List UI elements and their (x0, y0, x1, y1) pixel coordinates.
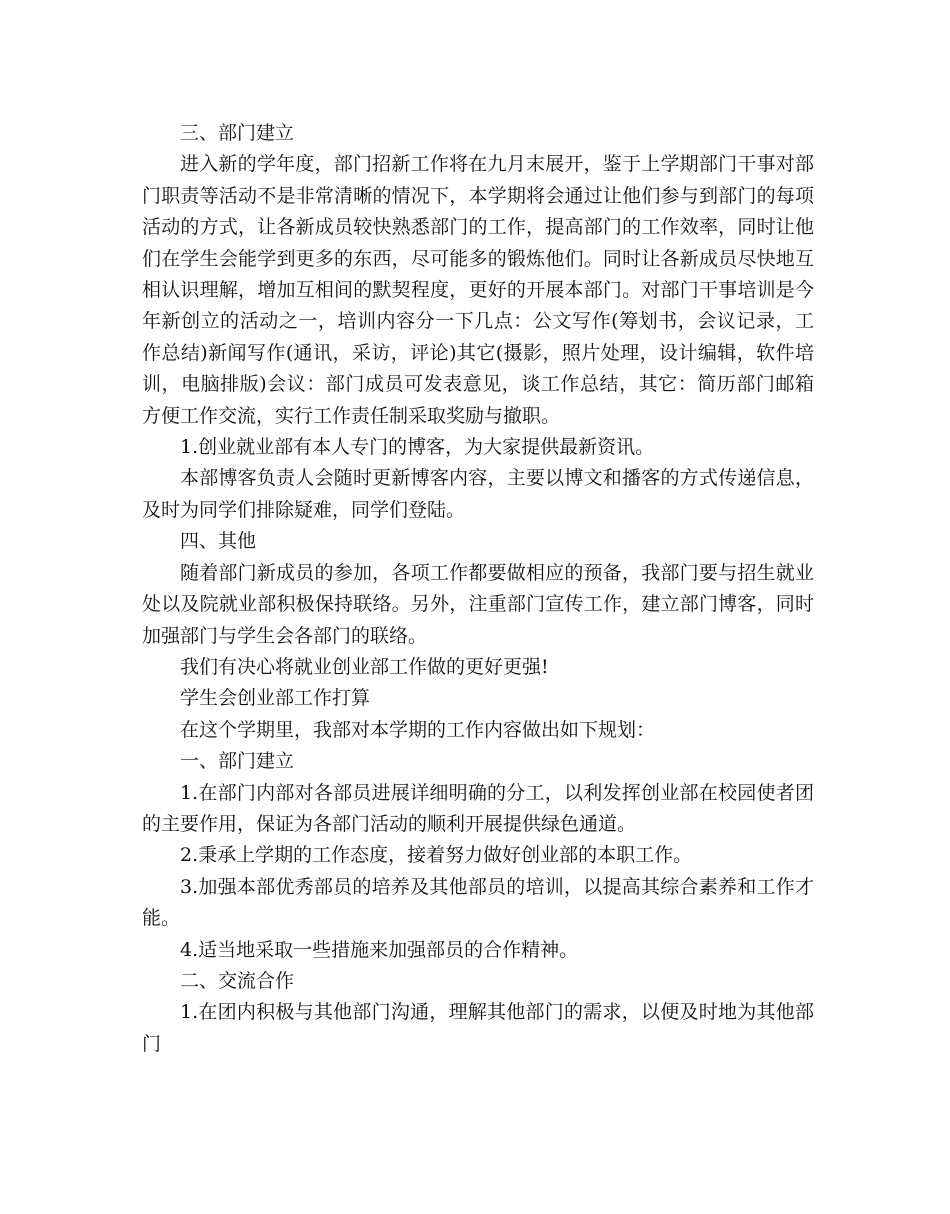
body-paragraph: 在这个学期里，我部对本学期的工作内容做出如下规划： (180, 718, 656, 741)
section-heading: 三、部门建立 (180, 122, 295, 144)
list-item: 1.在团内积极与其他部门沟通，理解其他部门的需求，以便及时地为其他部门 (142, 1001, 814, 1055)
list-item: 2.秉承上学期的工作态度，接着努力做好创业部的本职工作。 (180, 844, 693, 867)
section-heading: 二、交流合作 (180, 969, 295, 992)
body-paragraph: 本部博客负责人会随时更新博客内容，主要以博文和播客的方式传递信息，及时为同学们排除疑难，同学们登陆。 (142, 467, 814, 521)
list-item: 4.适当地采取一些措施来加强部员的合作精神。 (180, 938, 579, 961)
document-body (142, 118, 814, 1060)
list-item: 1.创业就业部有本人专门的博客，为大家提供最新资讯。 (180, 436, 655, 459)
section-heading: 四、其他 (180, 530, 257, 553)
list-item: 3.加强本部优秀部员的培养及其他部员的培训，以提高其综合素养和工作才能。 (142, 875, 814, 930)
body-paragraph: 我们有决心将就业创业部工作做的更好更强! (180, 655, 549, 678)
list-item: 1.在部门内部对各部员进展详细明确的分工，以利发挥创业部在校园使者团的主要作用，保证为各部门活动的顺利开展提供绿色通道。 (142, 781, 814, 835)
section-heading: 一、部门建立 (180, 750, 295, 773)
section-title: 学生会创业部工作打算 (180, 687, 371, 710)
body-paragraph: 进入新的学年度，部门招新工作将在九月末展开，鉴于上学期部门干事对部门职责等活动不是非常清晰的情况下，本学期将会通过让他们参与到部门的每项活动的方式，让各新成员较快熟悉部门的工作，提高部门的工作效率，同时让他们在学生会能学到更多的东西，尽可能多的锻炼他们。同时让各新成员尽快地互相认识理解，增加互相间的默契程度，更好的开展本部门。对部门干事培训是今年新创立的活动之一，培训内容分一下几点：公文写作(筹划书，会议记录，工作总结)新闻写作(通讯，采访，评论)其它(摄影，照片处理，设计编辑，软件培训，电脑排版)会议：部门成员可发表意见，谈工作总结，其它：简历部门邮箱方便工作交流，实行工作责任制采取奖励与撤职。 (142, 153, 814, 427)
body-paragraph: 随着部门新成员的参加，各项工作都要做相应的预备，我部门要与招生就业处以及院就业部积极保持联络。另外，注重部门宣传工作，建立部门博客，同时加强部门与学生会各部门的联络。 (142, 561, 814, 647)
